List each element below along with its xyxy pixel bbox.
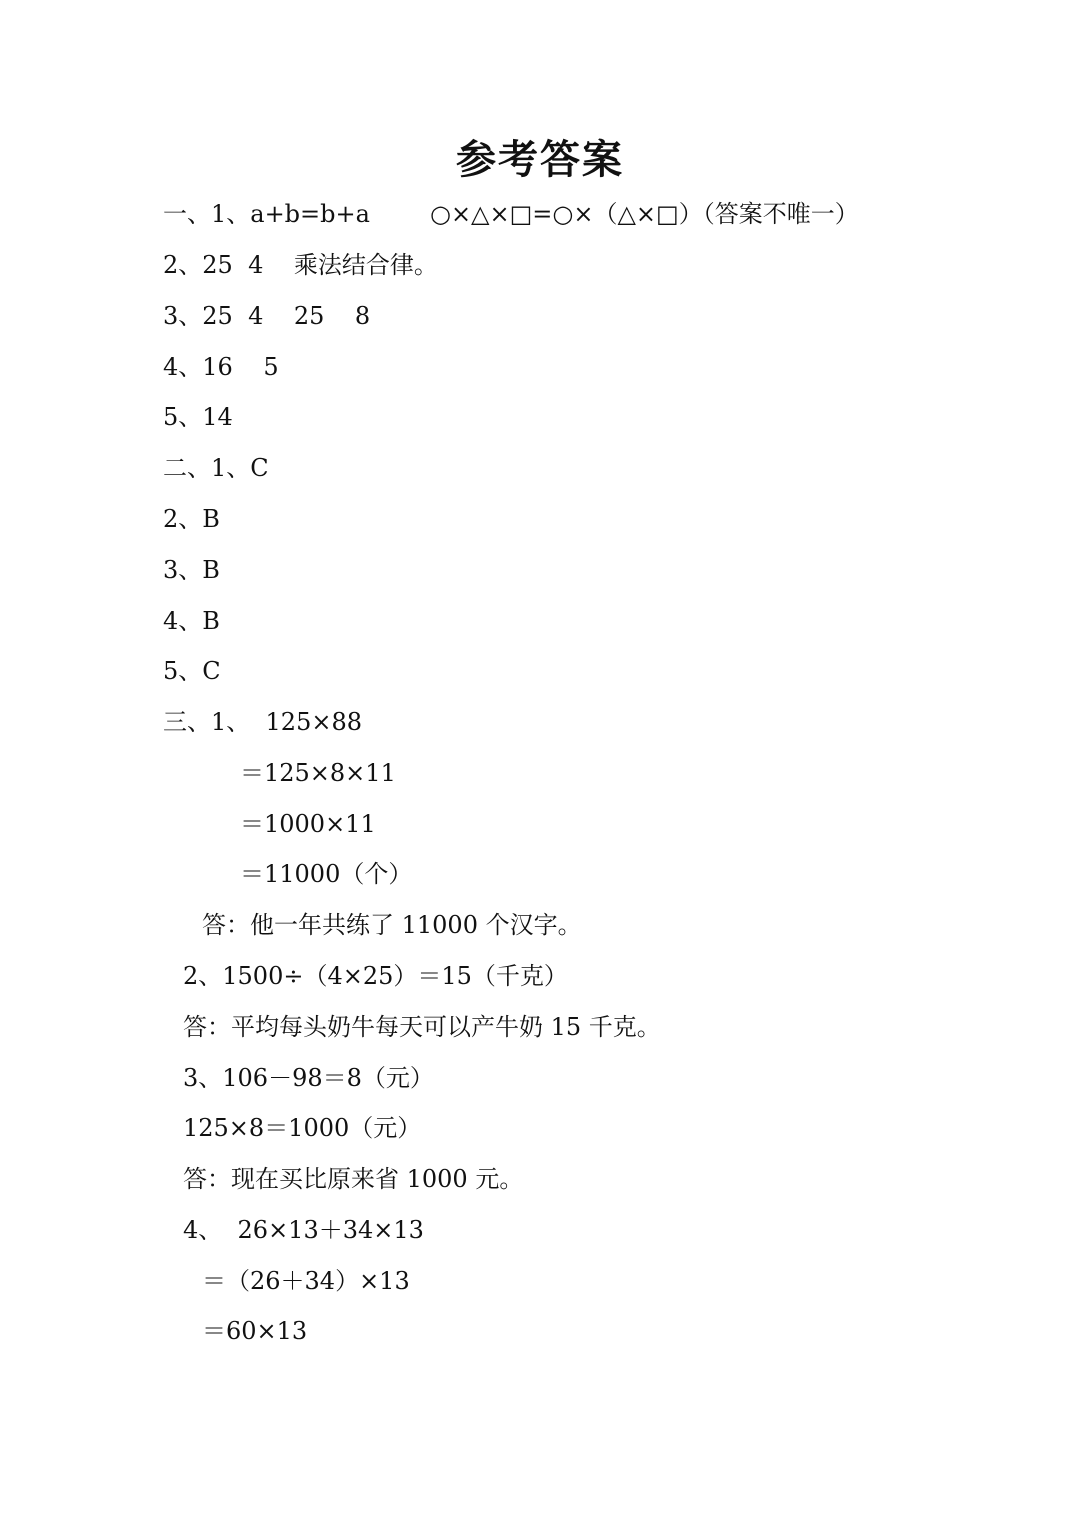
answer-line-1-5: 5、14: [163, 403, 233, 431]
answer-line-3-3: 3、106－98＝8（元）: [183, 1064, 434, 1092]
page-title: 参考答案: [456, 137, 624, 183]
answer-line-1-1: 一、1、a+b=b+a: [163, 200, 370, 228]
answer-line-1-2: 2、25 4 乘法结合律。: [163, 251, 438, 279]
answer-line-3-2: 2、1500÷（4×25）＝15（千克）: [183, 962, 568, 990]
answer-line-2-2: 2、B: [163, 505, 220, 533]
answer-sentence-1: 答：他一年共练了 11000 个汉字。: [202, 911, 582, 939]
answer-sentence-2: 答：平均每头奶牛每天可以产牛奶 15 千克。: [183, 1013, 661, 1041]
calc-step-1: ＝125×8×11: [240, 759, 396, 787]
calc-step-4a: ＝（26＋34）×13: [202, 1267, 410, 1295]
answer-line-3-4: 4、 26×13＋34×13: [183, 1216, 424, 1244]
answer-line-1-3: 3、25 4 25 8: [163, 302, 371, 330]
calc-step-2: ＝1000×11: [240, 810, 376, 838]
answer-line-2-5: 5、C: [163, 657, 221, 685]
calc-step-3: ＝11000（个）: [240, 860, 413, 888]
answer-line-3-1: 三、1、 125×88: [163, 708, 362, 736]
calc-step-4b: ＝60×13: [202, 1317, 308, 1345]
answer-sentence-3: 答：现在买比原来省 1000 元。: [183, 1165, 524, 1193]
calc-step-3b: 125×8＝1000（元）: [183, 1114, 422, 1142]
answer-line-1-1-alt: ○×△×□=○×（△×□）（答案不唯一）: [430, 200, 859, 228]
answer-line-1-4: 4、16 5: [163, 353, 279, 381]
answer-line-2-1: 二、1、C: [163, 454, 269, 482]
answer-line-2-4: 4、B: [163, 607, 220, 635]
answer-line-2-3: 3、B: [163, 556, 220, 584]
